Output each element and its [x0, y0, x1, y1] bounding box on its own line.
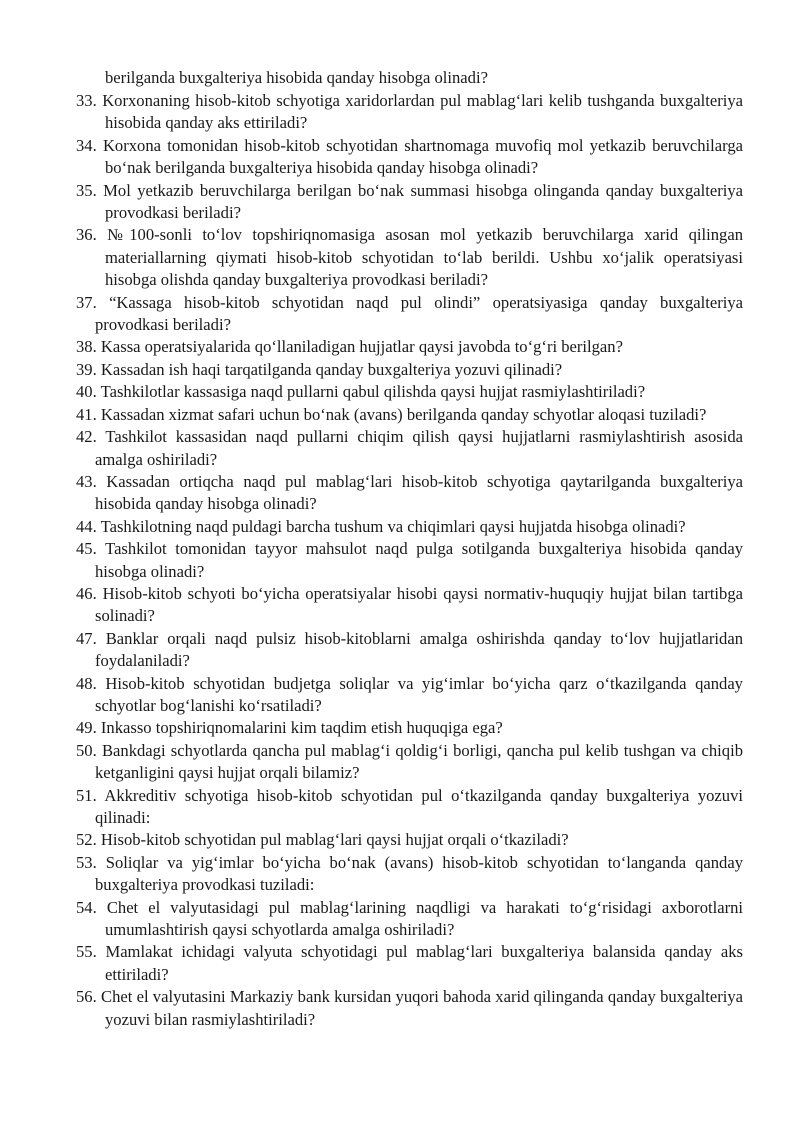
question-item	[76, 673, 743, 718]
question-item	[76, 740, 743, 785]
question-item	[76, 135, 743, 180]
question-text: Tashkilotlar kassasiga naqd pullarni qabul qilishda qaysi hujjat rasmiylashtiriladi?	[100, 382, 646, 402]
question-text: Korxonaning hisob-kitob schyotiga xaridorlardan pul mablag‘lari kelib tushganda buxgalteriya hisobida qanday aks ettiriladi?	[102, 91, 743, 133]
question-item	[76, 628, 743, 673]
question-text: Hisob-kitob schyotidan budjetga soliqlar va yig‘imlar bo‘yicha qarz o‘tkazilganda qanday schyotlar bog‘lanishi ko‘rsatiladi?	[95, 673, 743, 715]
question-item	[76, 583, 743, 628]
question-text: Kassadan ortiqcha naqd pul mablag‘lari hisob-kitob schyotiga qaytarilganda buxgalteriya hisobida qanday hisobga olinadi?	[95, 471, 743, 514]
question-number: 55.	[76, 942, 97, 962]
question-number: 50.	[76, 740, 97, 760]
question-number: 46.	[76, 583, 97, 603]
question-list	[76, 90, 743, 1031]
question-item	[76, 381, 743, 403]
question-number: 40.	[76, 382, 97, 402]
question-number: 45.	[76, 539, 97, 559]
question-item	[76, 180, 743, 225]
question-item	[76, 224, 743, 291]
question-number: 35.	[76, 180, 97, 200]
question-item	[76, 404, 743, 426]
question-number: 34.	[76, 135, 97, 155]
question-continuation: berilganda buxgalteriya hisobida qanday hisobga olinadi?	[105, 68, 488, 87]
question-text: Bankdagi schyotlarda qancha pul mablag‘i qoldig‘i borligi, qancha pul kelib tushgan va chiqib ketganligini qaysi hujjat orqali bilamiz?	[95, 740, 743, 783]
question-text: Mamlakat ichidagi valyuta schyotidagi pul mablag‘lari buxgalteriya balansida qanday aks ettiriladi?	[105, 942, 743, 984]
question-number: 48.	[76, 673, 97, 693]
question-number: 49.	[76, 718, 97, 738]
question-text: Kassa operatsiyalarida qo‘llaniladigan hujjatlar qaysi javobda to‘g‘ri berilgan?	[100, 337, 623, 357]
question-number: 38.	[76, 337, 97, 357]
question-item	[76, 941, 743, 986]
question-number: 53.	[76, 852, 97, 872]
question-text: Kassadan ish haqi tarqatilganda qanday buxgalteriya yozuvi qilinadi?	[100, 359, 563, 379]
question-text: Korxona tomonidan hisob-kitob schyotidan shartnomaga muvofiq mol yetkazib beruvchilarga bo‘nak berilganda buxgalteriya hisobida qanday hisobga olinadi?	[102, 135, 743, 178]
question-text: №100-sonli to‘lov topshiriqnomasiga asosan mol yetkazib beruvchilarga xarid qilingan materiallarning qiymati hisob-kitob schyotidan to‘lab berildi. Ushbu xo‘jalik operatsiyasi hisobga olishda qanday buxgalteriya provodkasi beriladi?	[105, 225, 743, 290]
question-item	[76, 292, 743, 337]
question-number: 47.	[76, 628, 97, 648]
question-item	[76, 986, 743, 1031]
question-item	[76, 829, 743, 851]
question-text: Tashkilot tomonidan tayyor mahsulot naqd pulga sotilganda buxgalteriya hisobida qanday hisobga olinadi?	[95, 539, 743, 581]
question-number: 56.	[76, 987, 97, 1007]
question-item	[76, 359, 743, 381]
question-item	[76, 336, 743, 358]
question-number: 43.	[76, 471, 97, 491]
question-item	[76, 852, 743, 897]
question-text: Inkasso topshiriqnomalarini kim taqdim etish huquqiga ega?	[100, 718, 503, 738]
question-item	[76, 90, 743, 135]
question-number: 41.	[76, 404, 97, 424]
question-item	[76, 471, 743, 516]
question-item	[76, 717, 743, 739]
question-number: 39.	[76, 359, 97, 379]
question-number: 37.	[76, 292, 97, 312]
question-item	[76, 897, 743, 942]
question-text: Tashkilotning naqd puldagi barcha tushum va chiqimlari qaysi hujjatda hisobga olinadi?	[100, 516, 686, 536]
question-text: Kassadan xizmat safari uchun bo‘nak (avans) berilganda qanday schyotlar aloqasi tuziladi?	[100, 404, 707, 424]
question-text: Banklar orqali naqd pulsiz hisob-kitoblarni amalga oshirishda qanday to‘lov hujjatlaridan foydalaniladi?	[95, 628, 743, 671]
question-number: 52.	[76, 830, 97, 850]
question-text: Hisob-kitob schyotidan pul mablag‘lari qaysi hujjat orqali o‘tkaziladi?	[100, 830, 569, 850]
question-text: Mol yetkazib beruvchilarga berilgan bo‘nak summasi hisobga olinganda qanday buxgalteriya provodkasi beriladi?	[103, 180, 743, 223]
question-item	[76, 538, 743, 583]
question-item	[76, 426, 743, 471]
question-text: Tashkilot kassasidan naqd pullarni chiqim qilish qaysi hujjatlarni rasmiylashtirish asosida amalga oshiriladi?	[95, 427, 743, 469]
question-number: 51.	[76, 785, 97, 805]
question-number: 44.	[76, 516, 97, 536]
question-number: 42.	[76, 427, 97, 447]
question-text: Chet el valyutasini Markaziy bank kursidan yuqori bahoda xarid qilinganda qanday buxgalteriya yozuvi bilan rasmiylashtiriladi?	[101, 987, 743, 1029]
question-text: Akkreditiv schyotiga hisob-kitob schyotidan pul o‘tkazilganda qanday buxgalteriya yozuvi qilinadi:	[95, 785, 744, 827]
question-text: “Kassaga hisob-kitob schyotidan naqd pul olindi” operatsiyasiga qanday buxgalteriya provodkasi beriladi?	[95, 292, 743, 335]
question-item	[76, 785, 743, 830]
question-text: Hisob-kitob schyoti bo‘yicha operatsiyalar hisobi qaysi normativ-huquqiy hujjat bilan tartibga solinadi?	[95, 583, 743, 626]
question-number: 33.	[76, 91, 97, 110]
question-number: 36.	[76, 225, 97, 245]
question-text: Soliqlar va yig‘imlar bo‘yicha bo‘nak (avans) hisob-kitob schyotidan to‘langanda qanday buxgalteriya provodkasi tuziladi:	[95, 852, 743, 895]
question-item	[76, 516, 743, 538]
question-number: 54.	[76, 897, 97, 917]
question-text: Chet el valyutasidagi pul mablag‘larining naqdligi va harakati to‘g‘risidagi axborotlarni umumlashtirish qaysi schyotlarda amalga oshiriladi?	[105, 897, 744, 940]
